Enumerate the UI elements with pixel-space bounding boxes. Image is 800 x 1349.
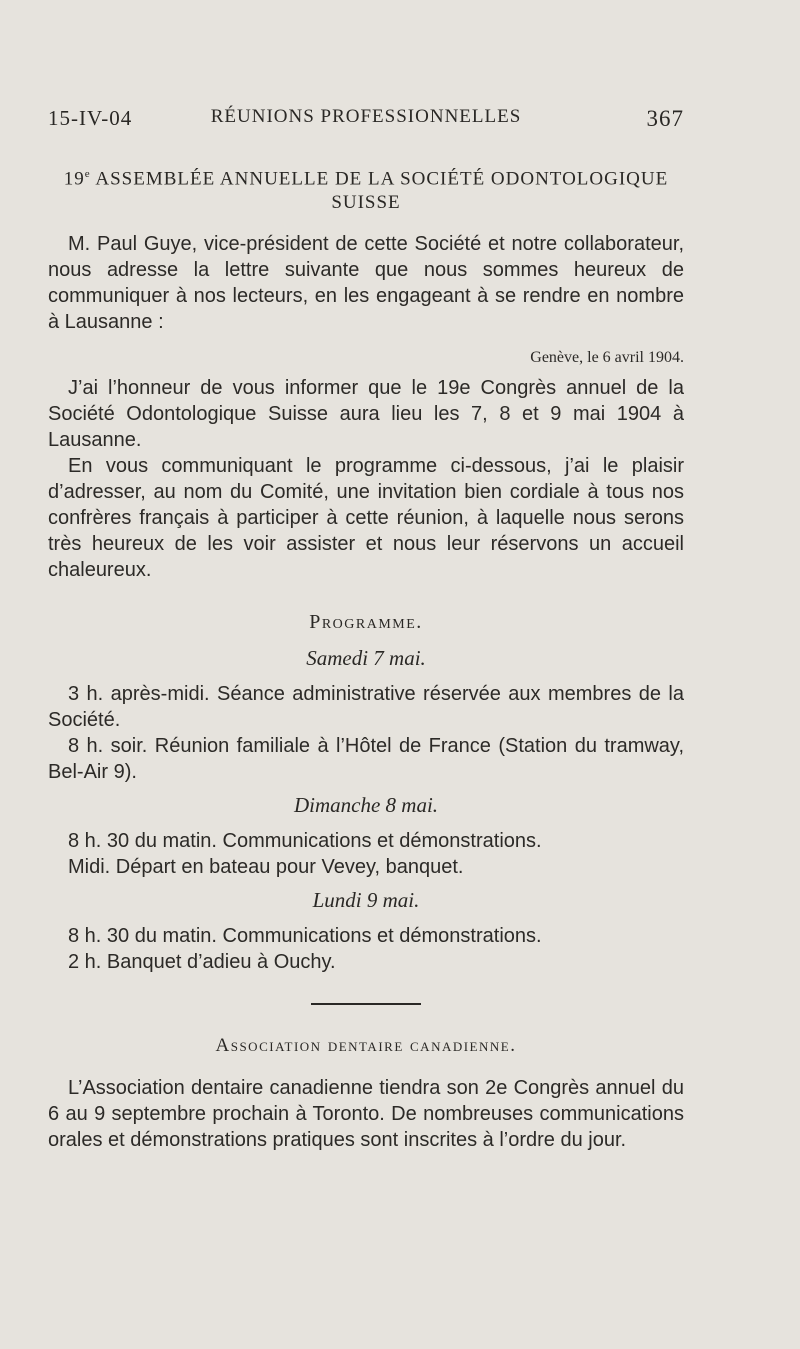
day-title-dimanche: Dimanche 8 mai. — [293, 793, 439, 818]
programme-item: 3 h. après-midi. Séance administrative réservée aux membres de la Société. — [48, 683, 684, 732]
programme-item: 8 h. soir. Réunion familiale à l’Hôtel de France (Station du tramway, Bel-Air 9). — [48, 735, 684, 784]
swiss-title-number: 19 — [63, 168, 85, 190]
programme-title: Programme. — [309, 611, 423, 634]
letter-paragraph-2: En vous communiquant le programme ci-dessous, j’ai le plaisir d’adresser, au nom du Comité, une invitation bien cordiale à tous nos confrères français à participer à cette réunion, à laquelle nous serons très heureux de les voir assister et nous leur réservons un accueil chaleureux. — [48, 455, 684, 582]
swiss-section-title — [48, 162, 684, 215]
page-body — [48, 162, 684, 1153]
programme-item: 8 h. 30 du matin. Communications et démonstrations. — [68, 830, 542, 853]
day-title-lundi: Lundi 9 mai. — [312, 888, 420, 913]
header-date: 15-IV-04 — [48, 106, 133, 130]
swiss-title-text: ASSEMBLÉE ANNUELLE DE LA SOCIÉTÉ ODONTOLOGIQUE SUISSE — [90, 168, 669, 214]
page-number: 367 — [646, 106, 684, 131]
letter-paragraph-1: J’ai l’honneur de vous informer que le 19e Congrès annuel de la Société Odontologique Suisse aura lieu les 7, 8 et 9 mai 1904 à Lausanne. — [48, 377, 684, 452]
letter-dateline: Genève, le 6 avril 1904. — [530, 349, 684, 367]
swiss-title-sup: e — [84, 168, 91, 180]
page-header — [48, 106, 684, 136]
running-title: RÉUNIONS PROFESSIONNELLES — [210, 106, 522, 127]
swiss-intro: M. Paul Guye, vice-président de cette Société et notre collaborateur, nous adresse la lettre suivante que nous sommes heureux de communiquer à nos lecteurs, en les engageant à se rendre en nombre à Lausanne : — [48, 233, 684, 334]
canadian-paragraph: L’Association dentaire canadienne tiendra son 2e Congrès annuel du 6 au 9 septembre prochain à Toronto. De nombreuses communications orales et démonstrations pratiques sont inscrites à l’ordre du jour. — [48, 1077, 684, 1152]
canadian-section-title: Association dentaire canadienne. — [215, 1035, 517, 1057]
day-title-samedi: Samedi 7 mai. — [306, 646, 426, 671]
programme-item: 2 h. Banquet d’adieu à Ouchy. — [68, 951, 336, 974]
section-divider — [311, 1003, 421, 1005]
programme-item: 8 h. 30 du matin. Communications et démonstrations. — [68, 925, 542, 948]
programme-item: Midi. Départ en bateau pour Vevey, banquet. — [68, 856, 464, 879]
